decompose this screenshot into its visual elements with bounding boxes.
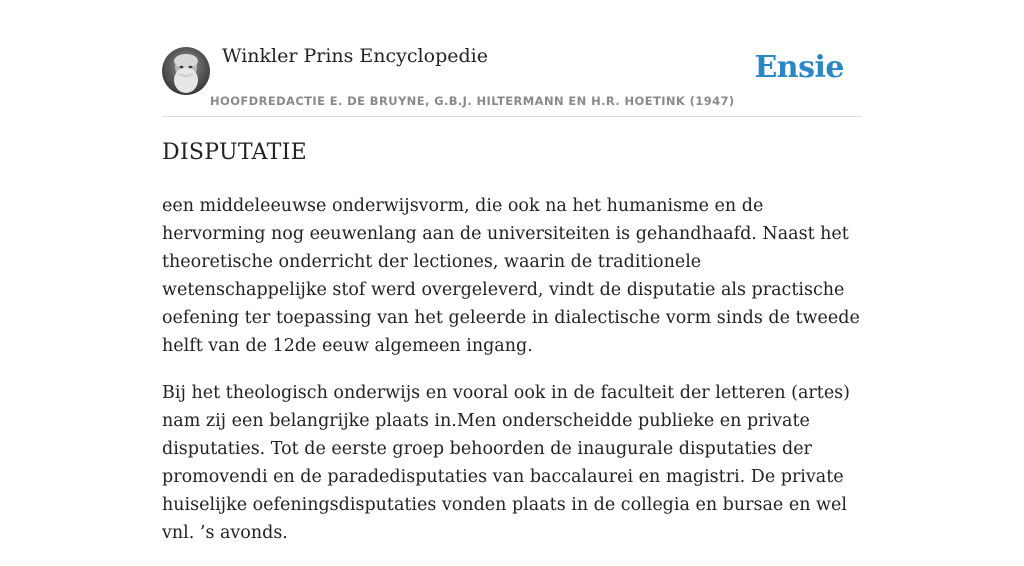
entry-title: DISPUTATIE [162,140,307,165]
editors-line: HOOFDREDACTIE E. DE BRUYNE, G.B.J. HILTERMANN EN H.R. HOETINK (1947) [210,94,735,108]
source-header [162,0,862,117]
body-paragraph: Bij het theologisch onderwijs en vooral ook in de faculteit der letteren (artes) nam zij een belangrijke plaats in.Men onderscheidde publieke en private disputaties. Tot de eerste groep behoorden de inaugurale disputaties der promovendi en de paradedisputaties van baccalaurei en magistri. De private huiselijke oefeningsdisputaties vonden plaats in de collegia en bursae en wel vnl. ’s avonds. [162,383,850,543]
source-title[interactable]: Winkler Prins Encyclopedie [222,45,488,67]
bearded-man-portrait-icon[interactable] [162,47,210,95]
entry-body [162,192,862,566]
brand-logo[interactable]: Ensie [754,50,844,85]
body-paragraph: een middeleeuwse onderwijsvorm, die ook na het humanisme en de hervorming nog eeuwenlang aan de universiteiten is gehandhaafd. Naast het theoretische onderricht der lectiones, waarin de traditionele wetenschappelijke stof werd overgeleverd, vindt de disputatie als practische oefening ter toepassing van het geleerde in dialectische vorm sinds de tweede helft van de 12de eeuw algemeen ingang. [162,196,860,356]
entry-page [162,0,862,543]
